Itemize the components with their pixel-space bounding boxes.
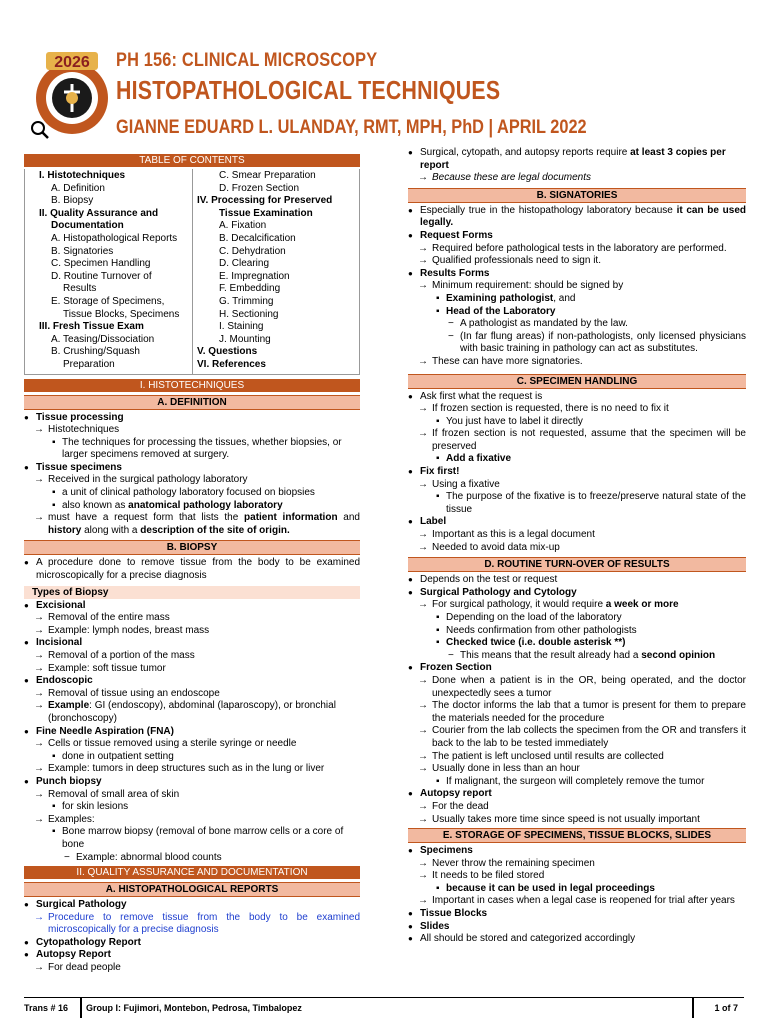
subsection-heading: C. SPECIMEN HANDLING [408,374,746,389]
toc-item[interactable]: VI. References [197,358,266,370]
toc-item[interactable]: D. Clearing [219,258,270,270]
left-column [24,152,360,975]
list-item: ▪ Head of the Laboratory [408,306,746,319]
list-item: → These can have more signatories. [408,356,746,369]
list-item: → For surgical pathology, it would require a week or more [408,599,746,612]
list-item: → For dead people [24,962,360,975]
list-item: → Qualified professionals need to sign it. [408,255,746,268]
toc-item[interactable]: D. Routine Turnover of [51,270,152,282]
toc-item[interactable]: A. Definition [51,182,105,194]
toc-item[interactable]: A. Teasing/Dissociation [51,333,155,345]
author-line: GIANNE EDUARD L. ULANDAY, RMT, MPH, PhD | APRIL 2022 [116,117,587,138]
list-item: → Courier from the lab collects the specimen from the OR and transfers it back to the lab to be tested immediately [408,725,746,750]
list-item: → The patient is left unclosed until results are collected [408,751,746,764]
list-item: → Because these are legal documents [408,172,746,185]
toc-item[interactable]: Preparation [63,358,115,370]
list-item: → Removal of small area of skin [24,789,360,802]
list-item: ▪ Depending on the load of the laboratory [408,612,746,625]
group-members: Group I: Fujimori, Montebon, Pedrosa, Timbalopez [86,1003,302,1013]
list-item: → Examples: [24,814,360,827]
list-item: ● Fine Needle Aspiration (FNA) [24,726,360,739]
list-item: ▪ done in outpatient setting [24,751,360,764]
list-item: → Example: GI (endoscopy), abdominal (laparoscopy), or bronchial (bronchoscopy) [24,700,360,725]
list-item: → Received in the surgical pathology laboratory [24,474,360,487]
toc-item[interactable]: B. Decalcification [219,232,296,244]
toc-item[interactable]: Tissue Examination [219,207,313,219]
section-heading: I. HISTOTECHNIQUES [24,379,360,392]
list-item: → Needed to avoid data mix-up [408,542,746,555]
toc-item[interactable]: Documentation [51,220,124,232]
course-title: PH 156: CLINICAL MICROSCOPY [116,50,378,71]
list-item: ● Tissue processing [24,412,360,425]
list-item: ▪ If malignant, the surgeon will completely remove the tumor [408,776,746,789]
toc-item[interactable]: B. Biopsy [51,195,94,207]
list-item: ● Surgical, cytopath, and autopsy reports require at least 3 copies per report [408,147,746,172]
list-item: ▪ The techniques for processing the tissues, whether biopsies, or larger specimens removed at surgery. [24,437,360,462]
list-item: → Removal of the entire mass [24,612,360,625]
types-heading: Types of Biopsy [24,586,360,599]
list-item: → Example: soft tissue tumor [24,663,360,676]
list-item: → If frozen section is not requested, assume that the specimen will be preserved [408,428,746,453]
list-item: ● Autopsy Report [24,949,360,962]
list-item: ● Autopsy report [408,788,746,801]
list-item: → Histotechniques [24,424,360,437]
list-item: − This means that the result already had a second opinion [408,650,746,663]
list-item: ▪ You just have to label it directly [408,416,746,429]
list-item: → Important as this is a legal document [408,529,746,542]
list-item: − Example: abnormal blood counts [24,852,360,865]
list-item: ● Fix first! [408,466,746,479]
list-item: ● Especially true in the histopathology laboratory because it can be used legally. [408,205,746,230]
list-item: → Minimum requirement: should be signed by [408,280,746,293]
list-item: ▪ Checked twice (i.e. double asterisk **) [408,637,746,650]
list-item: → Example: tumors in deep structures such as in the lung or liver [24,763,360,776]
toc-left [25,169,192,374]
toc-item[interactable]: V. Questions [197,346,258,358]
page-header [0,0,768,150]
list-item: → Removal of tissue using an endoscope [24,688,360,701]
toc-item[interactable]: J. Mounting [219,333,271,345]
list-item: ● Endoscopic [24,675,360,688]
list-item: ● Surgical Pathology [24,899,360,912]
subsection-heading: D. ROUTINE TURN-OVER OF RESULTS [408,557,746,572]
list-item: ● Surgical Pathology and Cytology [408,587,746,600]
toc-item[interactable]: Results [63,283,97,295]
page-footer [24,997,744,1020]
subsection-heading: A. HISTOPATHOLOGICAL REPORTS [24,882,360,897]
list-item: − A pathologist as mandated by the law. [408,318,746,331]
toc-item[interactable]: A. Fixation [219,220,267,232]
list-item: ▪ The purpose of the fixative is to freeze/preserve natural state of the tissue [408,491,746,516]
toc-item[interactable]: A. Histopathological Reports [51,232,178,244]
table-of-contents [24,169,360,375]
list-item: → Example: lymph nodes, breast mass [24,625,360,638]
trans-number: Trans # 16 [24,1003,69,1013]
list-item: → Done when a patient is in the OR, being operated, and the doctor unexpectedly sees a tumor [408,675,746,700]
list-item: ▪ because it can be used in legal proceedings [408,883,746,896]
list-item: ▪ Add a fixative [408,453,746,466]
list-item: → Procedure to remove tissue from the body to be examined microscopically for a precise diagnosis [24,912,360,937]
list-item: ● Excisional [24,600,360,613]
toc-right [192,169,359,374]
right-column [408,147,746,946]
toc-item[interactable]: C. Smear Preparation [219,170,316,181]
list-item: ● Label [408,516,746,529]
list-item: → Removal of a portion of the mass [24,650,360,663]
subsection-heading: B. SIGNATORIES [408,188,746,203]
toc-item[interactable]: III. Fresh Tissue Exam [39,321,144,333]
subsection-heading: A. DEFINITION [24,395,360,410]
list-item: → The doctor informs the lab that a tumor is present for them to prepare the materials needed for the procedure [408,700,746,725]
list-item: ● Incisional [24,637,360,650]
subsection-heading: E. STORAGE OF SPECIMENS, TISSUE BLOCKS, SLIDES [408,828,746,843]
toc-item[interactable]: IV. Processing for Preserved [197,195,333,207]
toc-item[interactable]: E. Impregnation [219,270,290,282]
list-item: → Usually takes more time since speed is not usually important [408,814,746,827]
toc-item[interactable]: B. Signatories [51,245,114,257]
list-item: ● All should be stored and categorized accordingly [408,933,746,946]
list-item: ● Slides [408,921,746,934]
list-item: ● Ask first what the request is [408,391,746,404]
list-item: ● Tissue specimens [24,462,360,475]
list-item: ▪ also known as anatomical pathology laboratory [24,500,360,513]
toc-item[interactable]: I. Histotechniques [39,170,126,181]
list-item: ● Specimens [408,845,746,858]
toc-item[interactable]: G. Trimming [219,295,274,307]
list-item: → It needs to be filed stored [408,870,746,883]
list-item: ● Frozen Section [408,662,746,675]
list-item: ▪ a unit of clinical pathology laboratory focused on biopsies [24,487,360,500]
list-item: ● Tissue Blocks [408,908,746,921]
list-item: ● Punch biopsy [24,776,360,789]
list-item: → If frozen section is requested, there is no need to fix it [408,403,746,416]
list-item: ▪ for skin lesions [24,801,360,814]
page-title: HISTOPATHOLOGICAL TECHNIQUES [116,75,501,105]
list-item: ● Depends on the test or request [408,574,746,587]
list-item: → Using a fixative [408,479,746,492]
list-item: → Cells or tissue removed using a sterile syringe or needle [24,738,360,751]
list-item: ▪ Bone marrow biopsy (removal of bone marrow cells or a core of bone [24,826,360,851]
toc-item[interactable]: C. Specimen Handling [51,258,151,270]
toc-item[interactable]: C. Dehydration [219,245,286,257]
seal-year-text: 2026 [54,54,90,71]
list-item: → Required before pathological tests in the laboratory are performed. [408,243,746,256]
toc-item[interactable]: H. Sectioning [219,308,279,320]
toc-item[interactable]: I. Staining [219,321,264,333]
list-item: ▪ Needs confirmation from other pathologists [408,625,746,638]
toc-item[interactable]: Tissue Blocks, Specimens [63,308,180,320]
list-item: ● Cytopathology Report [24,937,360,950]
toc-heading: TABLE OF CONTENTS [24,154,360,167]
footer-divider [692,998,694,1018]
toc-item[interactable]: D. Frozen Section [219,182,300,194]
list-item: − (In far flung areas) if non-pathologists, only licensed physicians with basic training in pathology can act as substitutes. [408,331,746,356]
toc-item[interactable]: B. Crushing/Squash [51,346,140,358]
list-item: → must have a request form that lists the patient information and history along with a description of the site of origin. [24,512,360,537]
subsection-heading: B. BIOPSY [24,540,360,555]
section-heading: II. QUALITY ASSURANCE AND DOCUMENTATION [24,866,360,879]
toc-item[interactable]: E. Storage of Specimens, [51,295,165,307]
page-number: 1 of 7 [714,1003,738,1013]
list-item: ● Request Forms [408,230,746,243]
list-item: → Never throw the remaining specimen [408,858,746,871]
list-item: → Important in cases when a legal case is reopened for trial after years [408,895,746,908]
toc-item[interactable]: II. Quality Assurance and [39,207,159,219]
toc-item[interactable]: F. Embedding [219,283,281,295]
list-item: ▪ Examining pathologist, and [408,293,746,306]
list-item: ● A procedure done to remove tissue from the body to be examined microscopically for a precise diagnosis [24,557,360,582]
list-item: → Usually done in less than an hour [408,763,746,776]
list-item: ● Results Forms [408,268,746,281]
college-seal-icon [28,48,112,142]
list-item: → For the dead [408,801,746,814]
footer-divider [80,998,82,1018]
